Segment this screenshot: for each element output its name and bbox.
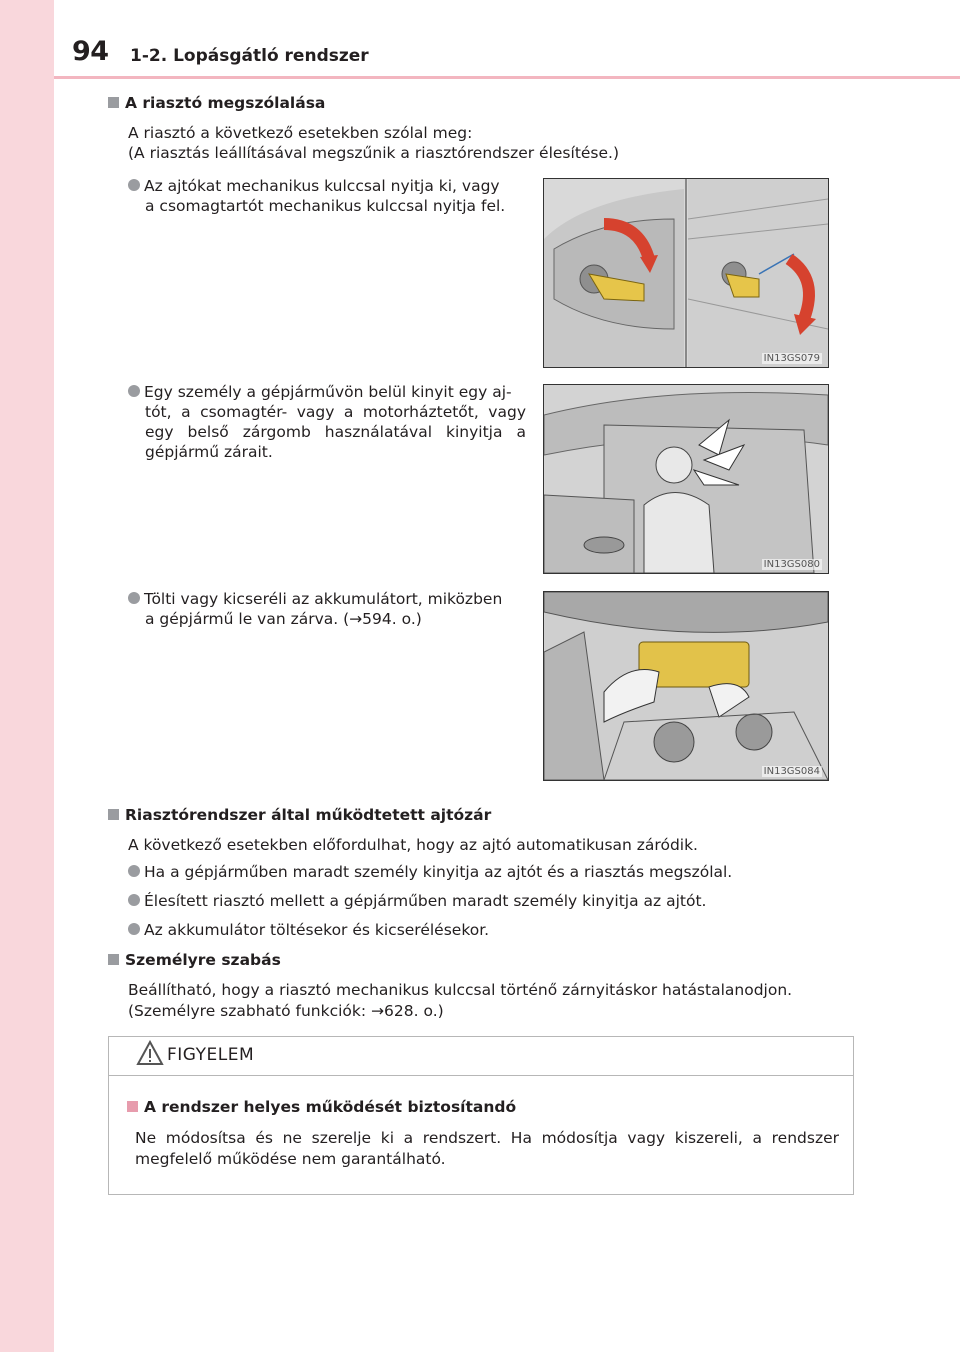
bullet-icon <box>128 923 140 935</box>
section-marker-icon <box>127 1101 138 1112</box>
bullet-icon <box>128 894 140 906</box>
warning-header <box>109 1037 853 1076</box>
figure-person-in-car <box>543 384 829 574</box>
alarm-item-3: Tölti vagy kicseréli az akkumulátort, miközben a gépjármű le van zárva. (→594. o.) <box>128 589 528 629</box>
alarm-heading: A riasztó megszólalása <box>108 93 528 113</box>
figure-door-key <box>543 178 829 368</box>
arrow-icon: → <box>349 610 363 628</box>
figure-code: IN13GS084 <box>763 766 820 777</box>
person-in-car-illustration <box>544 385 828 573</box>
bullet-icon <box>128 179 140 191</box>
door-key-illustration <box>544 179 828 367</box>
custom-line-2: (Személyre szabható funkciók: →628. o.) <box>128 1002 444 1020</box>
bullet-icon <box>128 592 140 604</box>
warning-line-1: Ne módosítsa és ne szerelje ki a rendszert. Ha módosítja vagy kiszereli, a rendszer <box>135 1129 839 1147</box>
alarm-item-2: Egy személy a gépjárművön belül kinyit egy aj- tót, a csomagtér- vagy a motorháztetőt, vagy egy belső zárgomb használatával kinyitja a gépjármű zárait. <box>128 382 526 462</box>
custom-heading: Személyre szabás <box>108 950 508 970</box>
warning-box <box>108 1036 854 1195</box>
header-rule <box>54 76 960 79</box>
page-number: 94 <box>72 36 109 67</box>
figure-battery <box>543 591 829 781</box>
bullet-icon <box>128 865 140 877</box>
custom-line-1: Beállítható, hogy a riasztó mechanikus kulccsal történő zárnyitáskor hatástalanodjon. <box>128 981 793 999</box>
warning-triangle-icon <box>136 1040 164 1066</box>
figure-code: IN13GS080 <box>763 559 820 570</box>
door-lock-bullet-3: Az akkumulátor töltésekor és kicserélésekor. <box>128 920 489 940</box>
alarm-intro-2: (A riasztás leállításával megszűnik a riasztórendszer élesítése.) <box>128 144 620 162</box>
figure-code: IN13GS079 <box>763 353 820 364</box>
section-marker-icon <box>108 97 119 108</box>
arrow-icon: → <box>371 1002 385 1020</box>
section-marker-icon <box>108 809 119 820</box>
side-color-band <box>0 0 54 1352</box>
battery-illustration <box>544 592 828 780</box>
door-lock-bullet-2: Élesített riasztó mellett a gépjárműben maradt személy kinyitja az ajtót. <box>128 891 706 911</box>
alarm-intro-1: A riasztó a következő esetekben szólal meg: <box>128 124 473 142</box>
warning-title: FIGYELEM <box>167 1045 255 1065</box>
section-marker-icon <box>108 954 119 965</box>
warning-heading: A rendszer helyes működését biztosítandó <box>127 1097 827 1117</box>
door-lock-intro: A következő esetekben előfordulhat, hogy az ajtó automatikusan záródik. <box>128 836 698 854</box>
door-lock-heading: Riasztórendszer által működtetett ajtózár <box>108 805 808 825</box>
door-lock-bullet-1: Ha a gépjárműben maradt személy kinyitja az ajtót és a riasztás megszólal. <box>128 862 732 882</box>
bullet-icon <box>128 385 140 397</box>
alarm-item-1: Az ajtókat mechanikus kulccsal nyitja ki, vagy a csomagtartót mechanikus kulccsal nyitja fel. <box>128 176 528 216</box>
warning-line-2: megfelelő működése nem garantálható. <box>135 1150 446 1168</box>
section-title: 1-2. Lopásgátló rendszer <box>130 46 369 66</box>
